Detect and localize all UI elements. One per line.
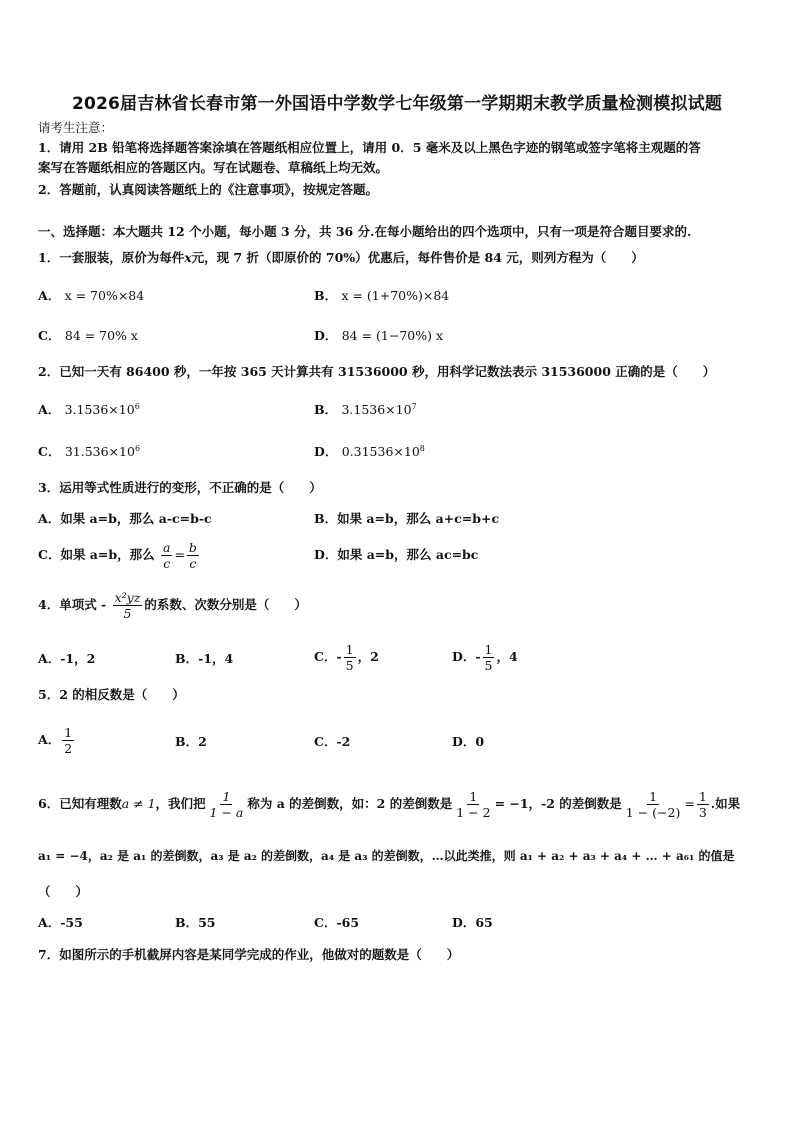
question-5-option-b[interactable]: B．2 [175,734,207,749]
question-3-option-b[interactable]: B．如果 a=b，那么 a+c=b+c [314,511,500,526]
notice-item-2: 2．答题前，认真阅读答题纸上的《注意事项》，按规定答题。 [38,182,378,197]
option-tail: ，4 [496,649,518,664]
fraction-one-fifth [483,642,495,673]
question-5-option-d[interactable]: D．0 [452,734,485,749]
option-value: 3.1536×10 [341,402,412,417]
condition-a-neq-1: a ≠ 1 [121,796,156,811]
question-2-option-a[interactable] [38,402,140,418]
frac-num: x²yz [114,590,141,605]
fraction-reciprocal-def [208,789,246,820]
option-value: x = (1+70%)×84 [341,288,450,303]
frac-num: 1 [222,789,231,804]
option-exponent: 8 [419,443,425,453]
question-3-option-d[interactable]: D．如果 a=b，那么 ac=bc [314,547,479,562]
question-4-option-a[interactable]: A．-1，2 [38,651,96,666]
option-text: C．如果 a=b，那么 [38,547,155,562]
question-6-option-d[interactable]: D．65 [452,915,493,930]
question-1-option-d[interactable] [314,328,443,344]
question-1-option-c[interactable] [38,328,138,344]
fraction-example-2 [624,789,683,820]
fraction-a-over-c [161,540,172,571]
question-1-option-b[interactable] [314,288,449,304]
question-1-stem [38,250,644,266]
exam-title: 2026届吉林省长春市第一外国语中学数学七年级第一学期期末教学质量检测模拟试题 [71,94,723,114]
question-1-option-a[interactable] [38,288,144,304]
option-tail: ，2 [357,649,379,664]
frac-den: 5 [484,658,493,673]
notice-item-1-line-2: 案写在答题纸相应的答题区内。写在试题卷、草稿纸上均无效。 [38,160,389,175]
option-label: B． [314,288,338,303]
question-2-option-b[interactable] [314,402,417,418]
frac-den: 3 [698,805,707,820]
fraction-one-fifth [344,642,356,673]
question-4-stem-b: 的系数、次数分别是（ ） [144,597,307,612]
frac-den: c [163,556,171,571]
notice-heading: 请考生注意： [38,120,114,135]
question-2-option-d[interactable] [314,444,425,460]
frac-num: 1 [649,789,658,804]
question-5-option-a[interactable] [38,722,76,758]
option-label: B． [314,402,338,417]
question-3-stem: 3．运用等式性质进行的变形，不正确的是（ ） [38,480,322,495]
question-7-stem: 7．如图所示的手机截屏内容是某同学完成的作业，他做对的题数是（ ） [38,947,460,962]
frac-den: 1 − a [209,805,244,820]
frac-den: 1 − (−2) [625,805,681,820]
frac-den: 1 − 2 [456,805,491,820]
question-3-option-c[interactable] [38,538,201,572]
section-heading-choice: 一、选择题：本大题共 12 个小题，每小题 3 分，共 36 分.在每小题给出的四个选项中，只有一项是符合题目要求的. [38,224,692,239]
option-value: 3.1536×10 [64,402,135,417]
equals-sign: = [684,796,695,811]
option-label: A． [38,732,61,747]
option-label: A． [38,288,61,303]
question-6-option-a[interactable]: A．-55 [38,915,83,930]
option-value: 0.31536×10 [341,444,420,459]
text-segment: = −1，-2 的差倒数是 [494,796,622,811]
question-2-option-c[interactable] [38,444,140,460]
option-value: x = 70%×84 [64,288,145,303]
equals-sign: = [174,547,185,562]
frac-num: 1 [64,725,73,740]
question-5-option-c[interactable]: C．-2 [314,734,351,749]
option-value: 31.536×10 [64,444,135,459]
frac-num: 1 [469,789,478,804]
question-6-line-3: （ ） [38,884,89,899]
question-1-var: x [184,250,192,265]
question-1-stem-b: 元，现 7 折（即原价的 70%）优惠后，每件售价是 84 元，则列方程为（ ） [191,250,644,265]
option-exponent: 6 [134,401,140,411]
monomial-fraction [113,590,143,621]
question-4-option-d[interactable] [452,638,518,676]
option-label: D． [314,328,338,343]
fraction-one-third [697,789,709,820]
question-5-stem: 5．2 的相反数是（ ） [38,687,185,702]
question-6-line-2: a₁ = −4，a₂ 是 a₁ 的差倒数，a₃ 是 a₂ 的差倒数，a₄ 是 a₃ 的差倒数，…以此类推，则 a₁ + a₂ + a₃ + a₄ + … + a₆₁ 的值是 [38,849,735,863]
frac-num: 1 [698,789,707,804]
frac-den: 5 [345,658,354,673]
option-label: D．- [452,649,481,664]
question-3-option-a[interactable]: A．如果 a=b，那么 a-c=b-c [38,511,212,526]
option-label: C． [38,444,61,459]
text-segment: 称为 a 的差倒数，如：2 的差倒数是 [247,796,453,811]
option-label: A． [38,402,61,417]
question-4-stem-a: 4．单项式 - [38,597,107,612]
frac-num: a [162,540,171,555]
question-1-stem-a: 1．一套服装，原价为每件 [38,250,185,265]
text-segment: 6．已知有理数 [38,796,122,811]
frac-den: 2 [64,741,73,756]
question-4-option-c[interactable] [314,638,379,676]
option-exponent: 7 [411,401,417,411]
question-6-option-c[interactable]: C．-65 [314,915,360,930]
question-6-option-b[interactable]: B．55 [175,915,216,930]
fraction-b-over-c [187,540,199,571]
frac-num: 1 [484,642,493,657]
frac-den: 5 [123,606,132,621]
frac-den: c [189,556,197,571]
fraction-one-half [62,725,74,756]
option-exponent: 6 [134,443,141,453]
question-2-stem: 2．已知一天有 86400 秒，一年按 365 天计算共有 31536000 秒，用科学记数法表示 31536000 正确的是（ ） [38,364,716,379]
option-label: D． [314,444,338,459]
option-label: C．- [314,649,342,664]
frac-num: b [188,540,197,555]
option-label: C． [38,328,61,343]
option-value: 84 = (1−70%) x [341,328,444,343]
text-segment: ，我们把 [155,796,206,811]
text-segment: .如果 [710,796,741,811]
option-value: 84 = 70% x [64,328,138,343]
fraction-example-1 [454,789,492,820]
question-6-line-1 [38,786,740,822]
frac-num: 1 [345,642,354,657]
question-4-option-b[interactable]: B．-1，4 [175,651,234,666]
question-4-stem [38,588,307,622]
notice-item-1-line-1: 1．请用 2B 铅笔将选择题答案涂填在答题纸相应位置上，请用 0．5 毫米及以上黑色字迹的钢笔或签字笔将主观题的答 [38,140,701,155]
